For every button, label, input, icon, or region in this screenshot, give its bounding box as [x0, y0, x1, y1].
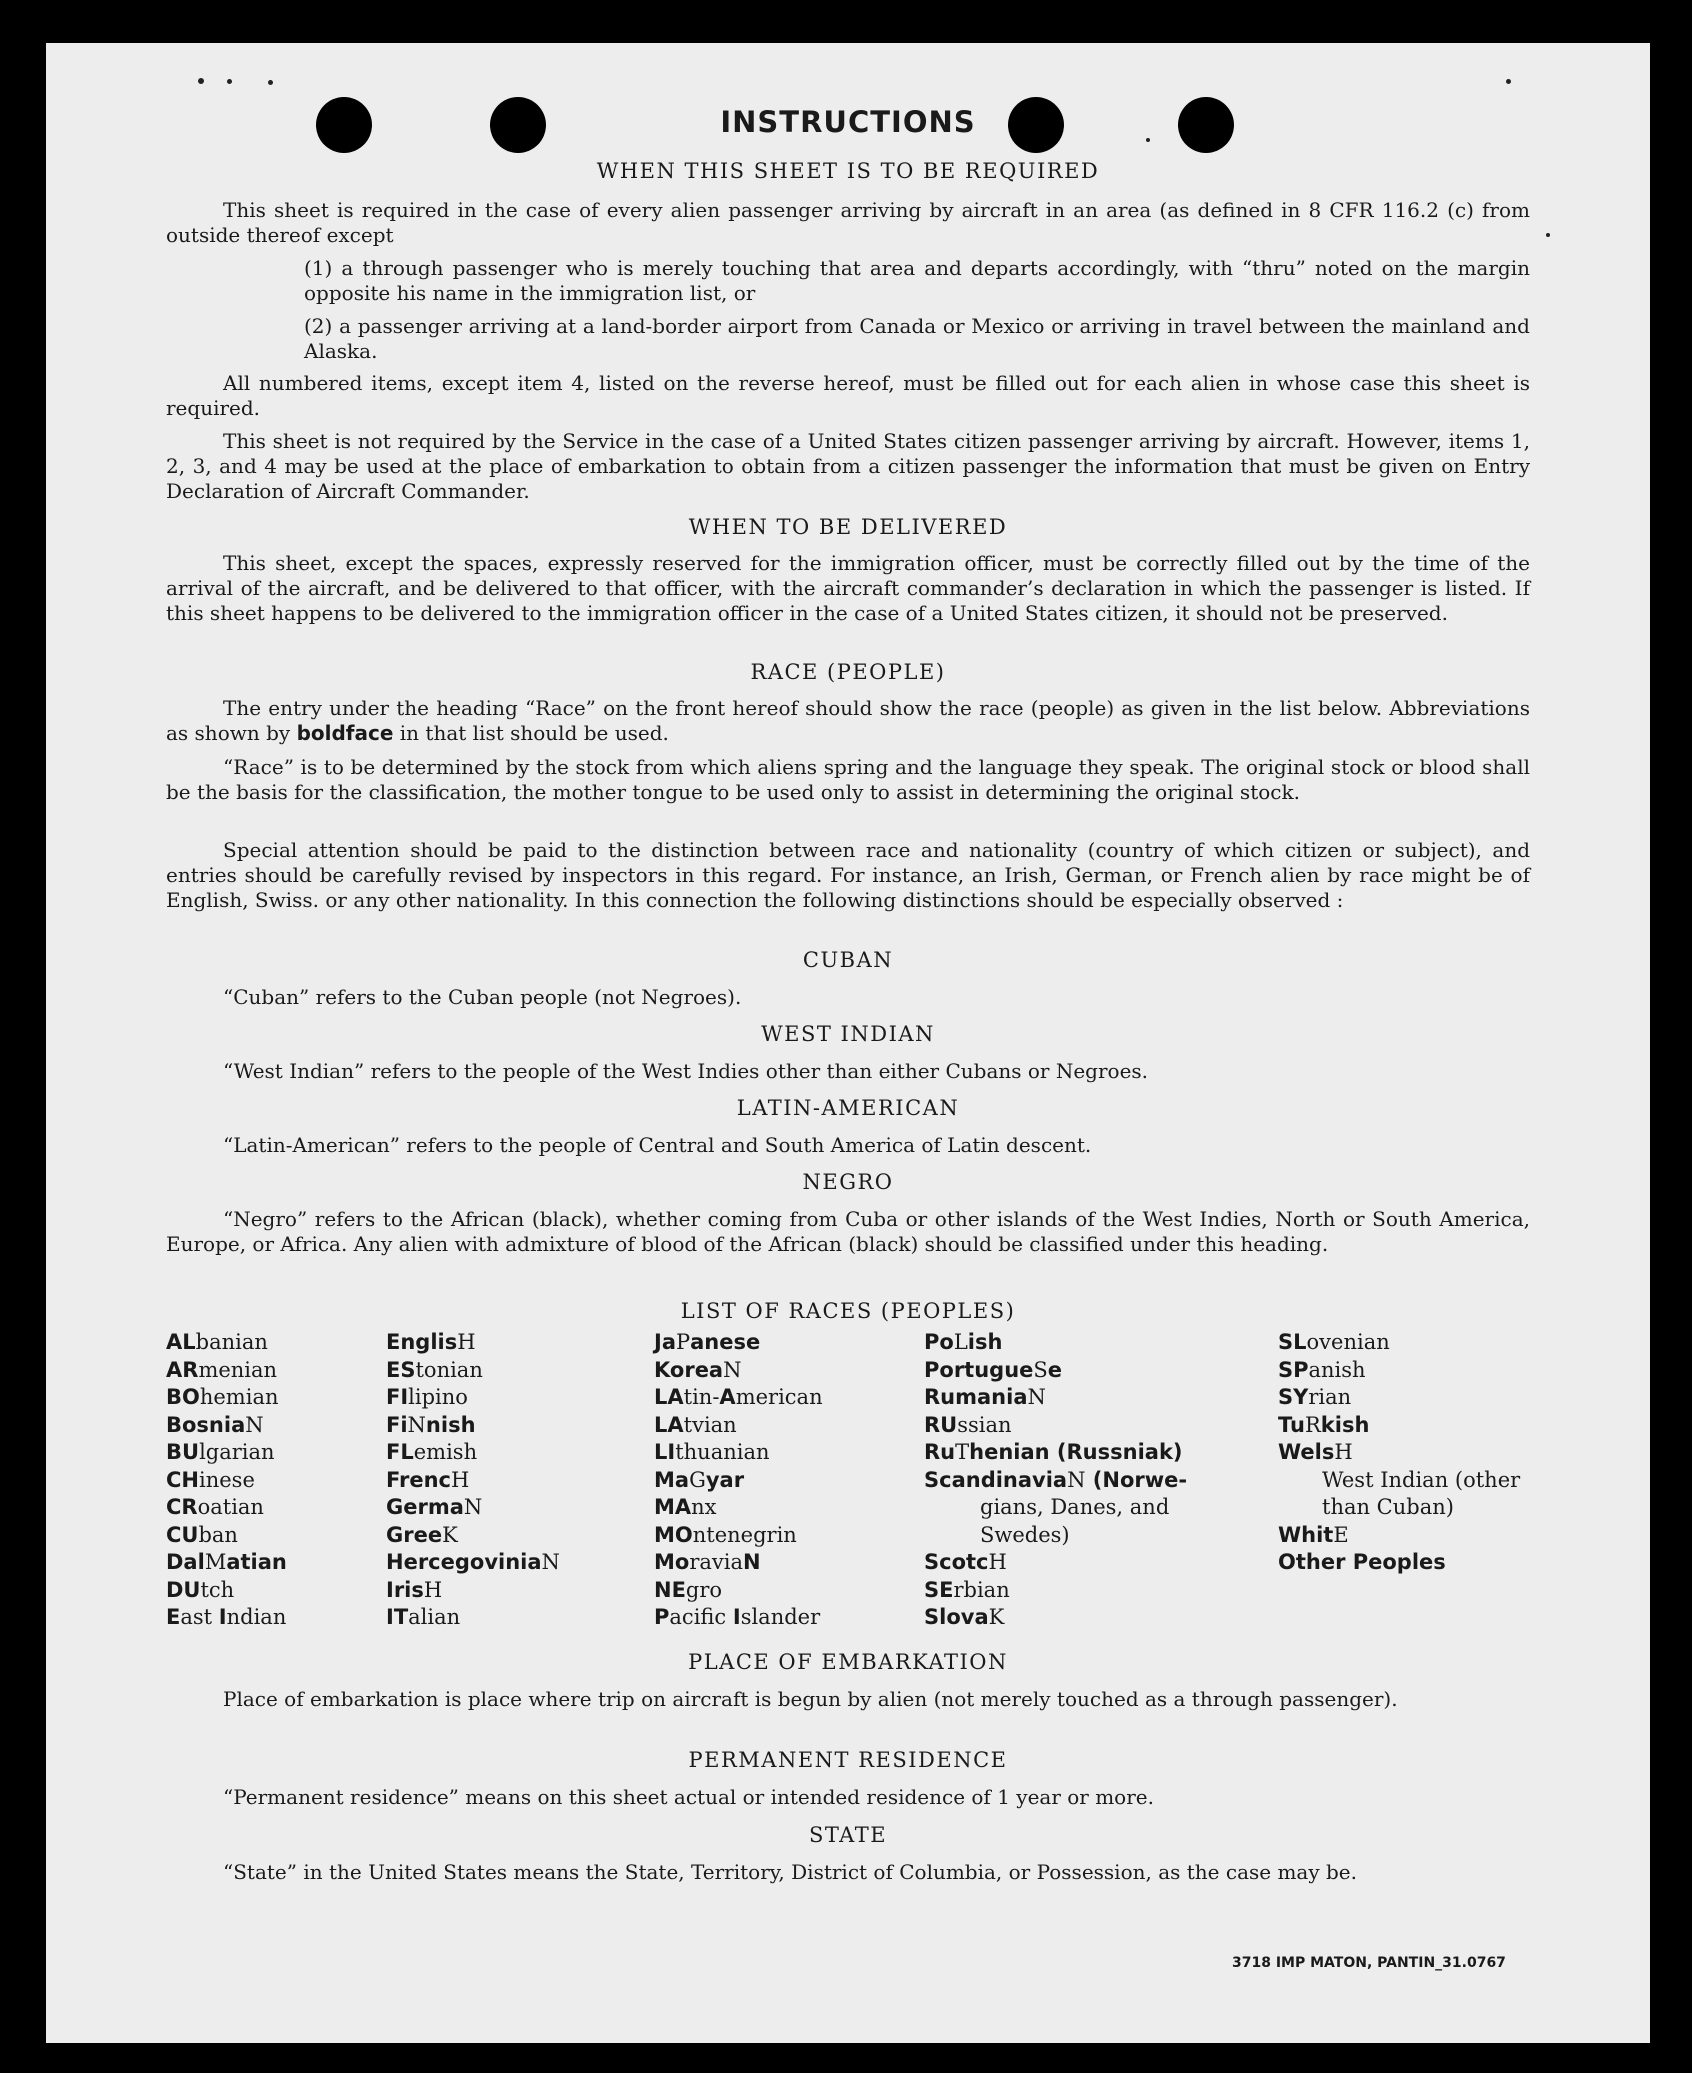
paragraph: “Race” is to be determined by the stock from which aliens spring and the language they speak. The original stock or blood shall be the basis for the classification, the mother tongue to be used only to assist in determining the original stock. — [166, 755, 1530, 804]
race-entry: NEgro — [654, 1577, 723, 1602]
race-entry: RUssian — [924, 1412, 1012, 1437]
race-entry: EStonian — [386, 1357, 483, 1382]
race-entry: ScandinaviaN (Norwe- — [924, 1467, 1188, 1492]
race-entry: LAtin-American — [654, 1385, 823, 1409]
race-entry: FIlipino — [386, 1385, 468, 1409]
race-entry: LIthuanian — [654, 1440, 770, 1464]
boldface-term: boldface — [296, 721, 394, 745]
race-entry: ITalian — [386, 1605, 461, 1629]
race-entry: CUban — [166, 1522, 238, 1547]
paragraph: “West Indian” refers to the people of the West Indies other than either Cubans or Negroes. — [223, 1059, 1149, 1083]
race-entry: West Indian (other — [1322, 1467, 1521, 1492]
race-entry: SLovenian — [1278, 1330, 1390, 1354]
races-column-5 — [1278, 1329, 1520, 1577]
list-item: (1) a through passenger who is merely touching that area and departs accordingly, with “thru” noted on the margin opposite his name in the immigration list, or — [304, 256, 1530, 305]
document-page — [46, 43, 1650, 2043]
race-entry: RumaniaN — [924, 1385, 1046, 1409]
race-entry: TuRkish — [1278, 1412, 1370, 1437]
section-heading: PLACE OF EMBARKATION — [688, 1650, 1008, 1674]
section-heading: PERMANENT RESIDENCE — [688, 1748, 1008, 1772]
race-entry: LAtvian — [654, 1412, 737, 1437]
race-entry: than Cuban) — [1322, 1495, 1454, 1519]
race-entry: WhitE — [1278, 1522, 1349, 1547]
section-heading: LATIN-AMERICAN — [736, 1096, 960, 1120]
paragraph: “Latin-American” refers to the people of Central and South America of Latin descent. — [223, 1133, 1092, 1157]
race-entry: IrisH — [386, 1577, 443, 1602]
section-heading: LIST OF RACES (PEOPLES) — [680, 1299, 1016, 1323]
race-entry: PoLish — [924, 1330, 1003, 1354]
race-entry: FrencH — [386, 1467, 470, 1492]
race-entry: GreeK — [386, 1522, 458, 1547]
race-entry: MAnx — [654, 1495, 717, 1519]
race-entry: DalMatian — [166, 1550, 287, 1574]
race-entry: CRoatian — [166, 1495, 264, 1519]
paragraph: All numbered items, except item 4, listed on the reverse hereof, must be filled out for each alien in whose case this sheet is required. — [166, 371, 1530, 420]
race-entry: gians, Danes, and — [980, 1495, 1170, 1519]
race-entry: PortugueSe — [924, 1357, 1063, 1382]
race-entry: BOhemian — [166, 1385, 279, 1409]
page-title: INSTRUCTIONS — [720, 105, 976, 139]
race-entry: East Indian — [166, 1605, 287, 1629]
printer-imprint: 3718 IMP MATON, PANTIN_31.0767 — [1232, 1955, 1506, 1971]
list-item: (2) a passenger arriving at a land-border airport from Canada or Mexico or arriving in travel between the mainland and Alaska. — [304, 314, 1530, 363]
paragraph: This sheet, except the spaces, expressly reserved for the immigration officer, must be correctly filled out by the time of the arrival of the aircraft, and be delivered to that officer, with the aircraft commander’s declaration in which the passenger is listed. If this sheet happens to be delivered to the immigration officer in the case of a United States citizen, it should not be preserved. — [166, 551, 1530, 625]
race-entry: BosniaN — [166, 1412, 264, 1437]
race-entry: Other Peoples — [1278, 1550, 1446, 1574]
races-column-1 — [166, 1329, 287, 1632]
paragraph: “Cuban” refers to the Cuban people (not Negroes). — [223, 985, 742, 1009]
race-entry: SErbian — [924, 1577, 1010, 1602]
section-heading: RACE (PEOPLE) — [750, 660, 946, 684]
race-entry: SlovaK — [924, 1605, 1005, 1629]
race-entry: WelsH — [1278, 1440, 1353, 1464]
paragraph: “Permanent residence” means on this sheet actual or intended residence of 1 year or more. — [223, 1785, 1154, 1809]
paragraph: The entry under the heading “Race” on the front hereof should show the race (people) as given in the list below. Abbreviations as shown by boldface in that list should be used. — [166, 696, 1530, 745]
races-column-3 — [654, 1329, 823, 1632]
section-heading: WHEN THIS SHEET IS TO BE REQUIRED — [596, 159, 1100, 183]
races-column-2 — [386, 1329, 560, 1632]
races-column-4 — [924, 1329, 1187, 1632]
section-heading: CUBAN — [802, 948, 894, 972]
race-entry: CHinese — [166, 1467, 255, 1492]
race-entry: Swedes) — [980, 1522, 1070, 1547]
race-entry: MoraviaN — [654, 1550, 761, 1574]
race-entry: HercegoviniaN — [386, 1550, 560, 1574]
paragraph: This sheet is required in the case of every alien passenger arriving by aircraft in an area (as defined in 8 CFR 116.2 (c) from outside thereof except — [166, 198, 1530, 247]
paragraph: Place of embarkation is place where trip on aircraft is begun by alien (not merely touched as a through passenger). — [223, 1687, 1398, 1711]
section-heading: WEST INDIAN — [761, 1022, 935, 1046]
section-heading: STATE — [808, 1823, 888, 1847]
race-entry: MOntenegrin — [654, 1522, 797, 1547]
race-entry: FiNnish — [386, 1412, 476, 1437]
race-entry: ScotcH — [924, 1550, 1007, 1574]
race-entry: BUlgarian — [166, 1440, 275, 1464]
race-entry: RuThenian (Russniak) — [924, 1440, 1183, 1464]
race-entry: Pacific Islander — [654, 1605, 821, 1629]
section-heading: NEGRO — [802, 1170, 894, 1194]
race-entry: MaGyar — [654, 1467, 745, 1492]
paragraph: “State” in the United States means the State, Territory, District of Columbia, or Possession, as the case may be. — [223, 1860, 1357, 1884]
paragraph: Special attention should be paid to the distinction between race and nationality (country of which citizen or subject), and entries should be carefully revised by inspectors in this regard. For instance, an Irish, German, or French alien by race might be of English, Swiss. or any other nationality. In this connection the following distinctions should be especially observed : — [166, 838, 1530, 912]
race-entry: EnglisH — [386, 1330, 476, 1354]
race-entry: DUtch — [166, 1577, 235, 1602]
race-entry: ARmenian — [166, 1357, 278, 1382]
paragraph: This sheet is not required by the Service in the case of a United States citizen passenger arriving by aircraft. However, items 1, 2, 3, and 4 may be used at the place of embarkation to obtain from a citizen passenger the information that must be given on Entry Declaration of Aircraft Commander. — [166, 429, 1530, 503]
race-entry: JaPanese — [654, 1330, 761, 1354]
race-entry: ALbanian — [166, 1330, 268, 1354]
race-entry: KoreaN — [654, 1357, 742, 1382]
section-heading: WHEN TO BE DELIVERED — [688, 515, 1008, 539]
race-entry: FLemish — [386, 1440, 478, 1464]
paragraph: “Negro” refers to the African (black), whether coming from Cuba or other islands of the West Indies, North or South America, Europe, or Africa. Any alien with admixture of blood of the African (black) should be classified under this heading. — [166, 1207, 1530, 1256]
race-entry: SPanish — [1278, 1357, 1366, 1382]
race-entry: GermaN — [386, 1495, 483, 1519]
race-entry: SYrian — [1278, 1385, 1352, 1409]
